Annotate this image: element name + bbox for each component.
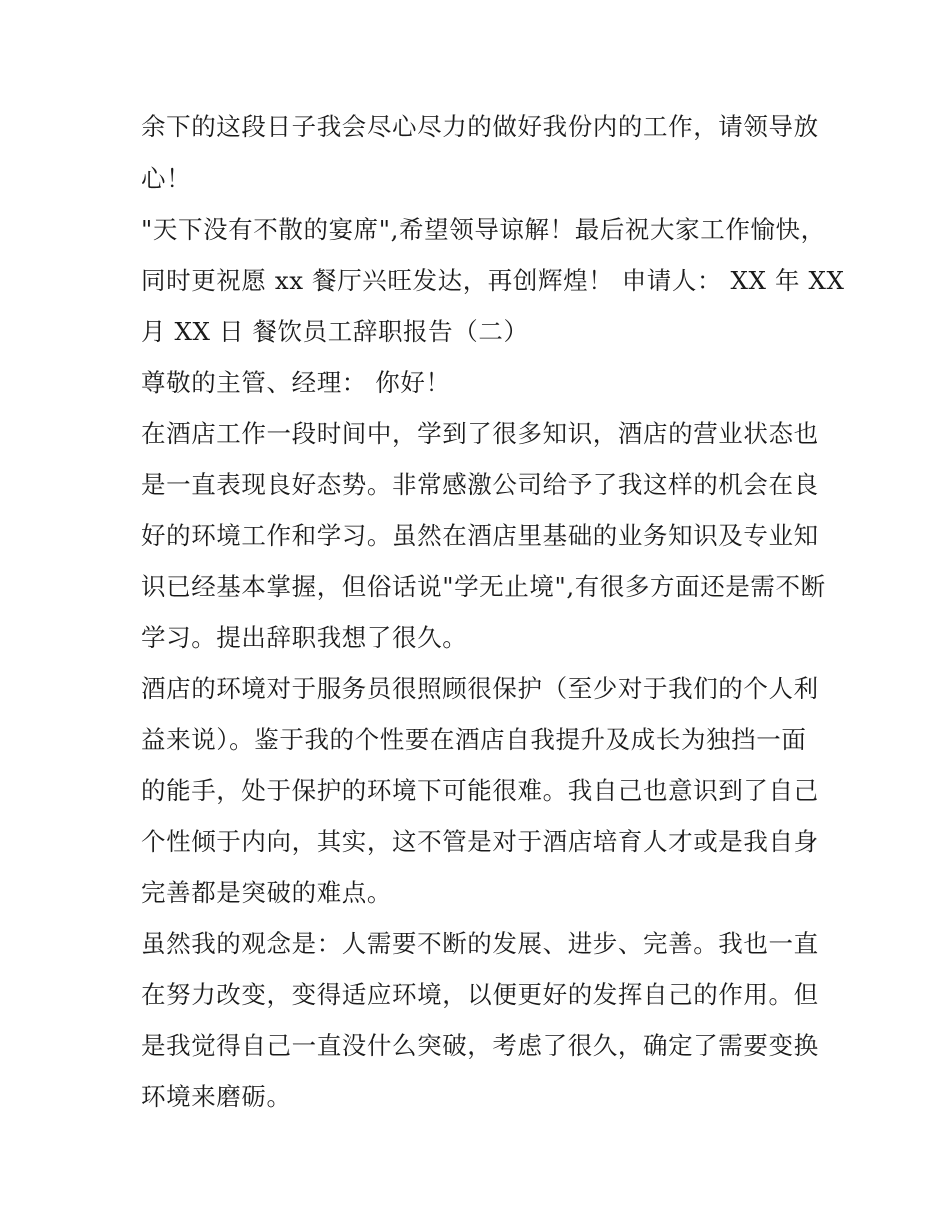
- text-line: 在酒店工作一段时间中，学到了很多知识，酒店的营业状态也: [141, 419, 819, 448]
- text-line: 余下的这段日子我会尽心尽力的做好我份内的工作，请领导放: [141, 112, 819, 141]
- text-line: 同时更祝愿 xx 餐厅兴旺发达，再创辉煌！ 申请人： XX 年 XX: [141, 266, 845, 295]
- text-line: 是我觉得自己一直没什么突破，考虑了很久，确定了需要变换: [141, 1031, 819, 1060]
- text-line: 是一直表现良好态势。非常感激公司给予了我这样的机会在良: [141, 470, 819, 499]
- text-line: 虽然我的观念是：人需要不断的发展、进步、完善。我也一直: [141, 929, 819, 958]
- text-line: 环境来磨砺。: [141, 1082, 292, 1111]
- text-line: 尊敬的主管、经理： 你好！: [141, 368, 451, 397]
- text-line: 月 XX 日 餐饮员工辞职报告（二）: [141, 317, 529, 346]
- text-line: 完善都是突破的难点。: [141, 878, 392, 907]
- text-line: 识已经基本掌握，但俗话说"学无止境",有很多方面还是需不断: [141, 572, 826, 601]
- text-line: 在努力改变，变得适应环境，以便更好的发挥自己的作用。但: [141, 980, 819, 1009]
- text-line: "天下没有不散的宴席",希望领导谅解！最后祝大家工作愉快，: [141, 215, 826, 244]
- text-line: 好的环境工作和学习。虽然在酒店里基础的业务知识及专业知: [141, 521, 819, 550]
- text-line: 个性倾于内向，其实，这不管是对于酒店培育人才或是我自身: [141, 827, 819, 856]
- text-line: 酒店的环境对于服务员很照顾很保护（至少对于我们的个人利: [141, 674, 819, 703]
- text-line: 心！: [141, 164, 192, 193]
- text-line: 的能手，处于保护的环境下可能很难。我自己也意识到了自己: [141, 776, 819, 805]
- text-line: 学习。提出辞职我想了很久。: [141, 623, 468, 652]
- text-line: 益来说）。鉴于我的个性要在酒店自我提升及成长为独挡一面: [141, 725, 807, 754]
